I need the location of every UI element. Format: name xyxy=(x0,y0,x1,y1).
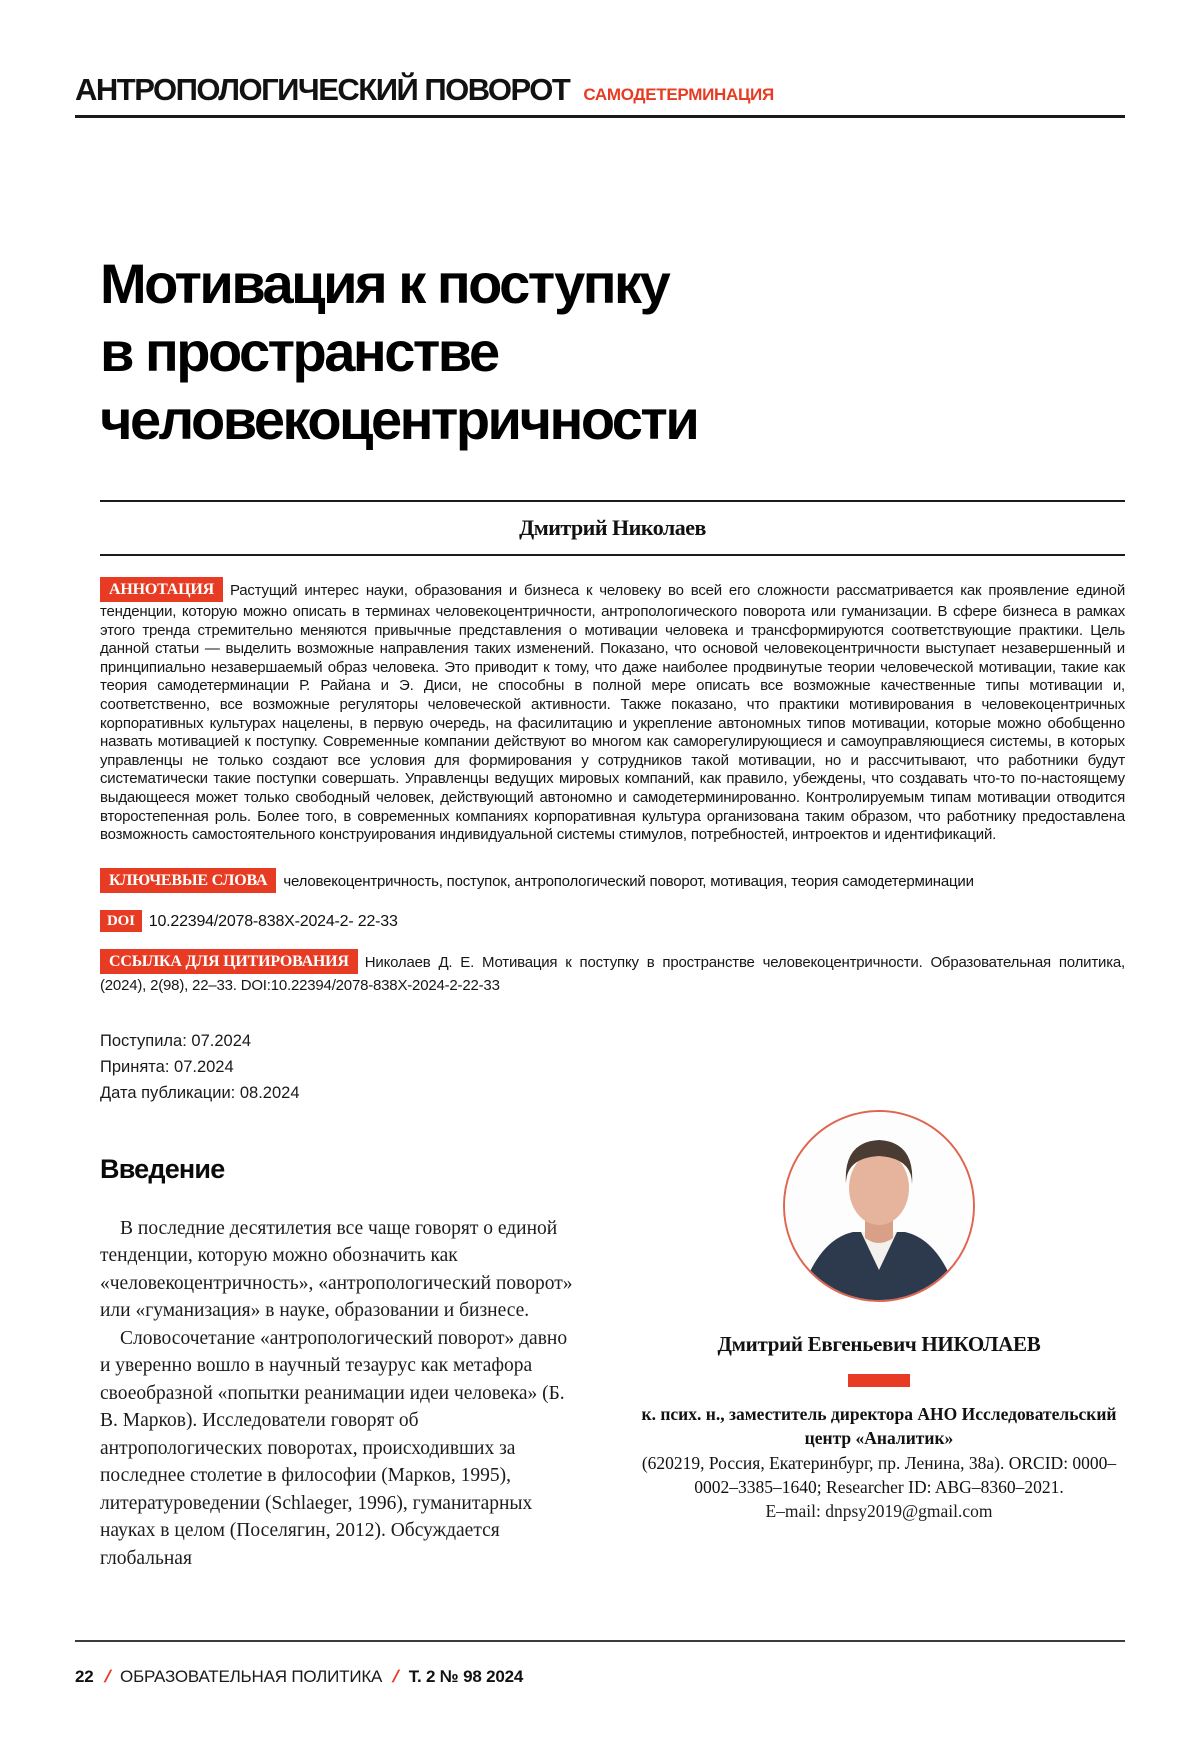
citation-text: Николаев Д. Е. Мотивация к поступку в пространстве человекоцентричности. Образовательная политика, (2024), 2(98), 22–33. DOI:10.22394/2078-838X-2024-2-22-33 xyxy=(100,953,1125,994)
page-header xyxy=(75,72,1125,118)
author-details: (620219, Россия, Екатеринбург, пр. Ленина, 38а). ORCID: 0000–0002–3385–1640; Researcher ID: ABG–8360–2021. xyxy=(641,1452,1117,1497)
author-full-name: Дмитрий Евгеньевич НИКОЛАЕВ xyxy=(717,1331,1041,1356)
article-page xyxy=(0,72,1200,1572)
body-text xyxy=(100,1215,578,1573)
byline-band xyxy=(100,500,1125,556)
meta-column xyxy=(100,578,1125,1106)
citation-label: ССЫЛКА ДЛЯ ЦИТИРОВАНИЯ xyxy=(100,949,358,974)
journal-name: ОБРАЗОВАТЕЛЬНАЯ ПОЛИТИКА xyxy=(120,1667,383,1686)
date-accepted: Принята: 07.2024 xyxy=(100,1057,234,1076)
abstract-label: АННОТАЦИЯ xyxy=(100,577,223,602)
doi-label: DOI xyxy=(100,910,142,932)
keywords-text: человекоцентричность, поступок, антропологический поворот, мотивация, теория самодетерминации xyxy=(283,872,974,890)
author-portrait-illustration xyxy=(785,1112,973,1300)
page-number: 22 xyxy=(75,1667,94,1686)
author-position: к. псих. н., заместитель директора АНО Исследовательский центр «Аналитик» xyxy=(641,1403,1117,1448)
footer-slash-icon: / xyxy=(103,1667,111,1686)
rubric-title: АНТРОПОЛОГИЧЕСКИЙ ПОВОРОТ xyxy=(75,72,570,107)
keywords-row xyxy=(100,869,1125,894)
section-heading-introduction: Введение xyxy=(100,1153,225,1184)
content-columns xyxy=(100,1110,1125,1573)
doi-value: 10.22394/2078-838X-2024-2- 22-33 xyxy=(148,912,398,930)
article-title: Мотивация к поступку в пространстве человекоцентричности xyxy=(100,252,698,451)
date-published: Дата публикации: 08.2024 xyxy=(100,1083,300,1102)
author-card xyxy=(633,1110,1125,1573)
page-footer xyxy=(75,1640,1125,1687)
author-email-link[interactable]: E–mail: dnpsy2019@gmail.com xyxy=(765,1500,993,1521)
keywords-label: КЛЮЧЕВЫЕ СЛОВА xyxy=(100,868,276,893)
author-photo xyxy=(783,1110,975,1302)
citation-row xyxy=(100,950,1125,996)
header-rule xyxy=(75,115,1125,118)
body-paragraph: Словосочетание «антропологический поворот» давно и уверенно вошло в научный тезаурус как метафора своеобразной «попытки реанимации идеи человека» (Б. В. Марков). Исследователи говорят об антропологических поворотах, происходивших за последнее столетие в философии (Марков, 1995), литературоведении (Schlaeger, 1996), гуманитарных науках в целом (Поселягин, 2012). Обсуждается глобальная xyxy=(100,1327,568,1569)
masthead xyxy=(75,72,1125,108)
date-received: Поступила: 07.2024 xyxy=(100,1031,252,1050)
article-dates xyxy=(100,1028,1125,1106)
red-divider xyxy=(848,1374,910,1387)
doi-row xyxy=(100,911,1125,933)
abstract-text: Растущий интерес науки, образования и бизнеса к человеку во всей его сложности рассматривается как проявление единой тенденции, которую можно описать в терминах человекоцентричности, антропологического поворота или гуманизации. В сфере бизнеса в рамках этого тренда стремительно меняются привычные представления о мотивации человека и трансформируются соответствующие практики. Цель данной статьи — выделить возможные направления таких изменений. Показано, что основой человекоцентричности выступает незавершенный и принципиально незавершаемый образ человека. Это приводит к тому, что даже наиболее продвинутые теории человеческой мотивации, такие как теория самодетерминации Р. Райана и Э. Диси, не способны в полной мере описать все возможные качественные типы мотивации и, соответственно, все возможные регуляторы человеческой активности. Также показано, что практики мотивирования в человекоцентричных корпоративных культурах нацелены, в первую очередь, на фасилитацию и укрепление автономных типов мотивации, которые можно обобщенно назвать мотивацией к поступку. Современные компании действуют во многом как саморегулирующиеся и самоуправляющиеся системы, в которых управленцы не только создают все условия для формирования у сотрудников такой мотивации, но и рассчитывают, что работники будут систематически такие поступки совершать. Управленцы ведущих мировых компаний, как правило, убеждены, что создавать что-то по-настоящему выдающееся может только свободный человек, действующий автономно и самодетерминированно. Контролируемым типам мотивации отводится второстепенная роль. Более того, в современных компаниях корпоративная культура организована таким образом, что работнику предоставлена возможность самостоятельного конструирования индивидуальной системы стимулов, потребностей, интроектов и идентификаций. xyxy=(100,582,1125,844)
issue-info: Т. 2 № 98 2024 xyxy=(408,1667,524,1686)
body-column xyxy=(100,1110,578,1573)
abstract-paragraph xyxy=(100,578,1125,845)
rubric-subtitle: САМОДЕТЕРМИНАЦИЯ xyxy=(583,85,774,104)
footer-slash-icon: / xyxy=(391,1667,400,1686)
author-byline: Дмитрий Николаев xyxy=(519,515,706,540)
body-paragraph: В последние десятилетия все чаще говорят о единой тенденции, которую можно обозначить как «человекоцентричность», «антропологический поворот» или «гуманизация» в науке, образовании и бизнесе. xyxy=(100,1217,573,1322)
